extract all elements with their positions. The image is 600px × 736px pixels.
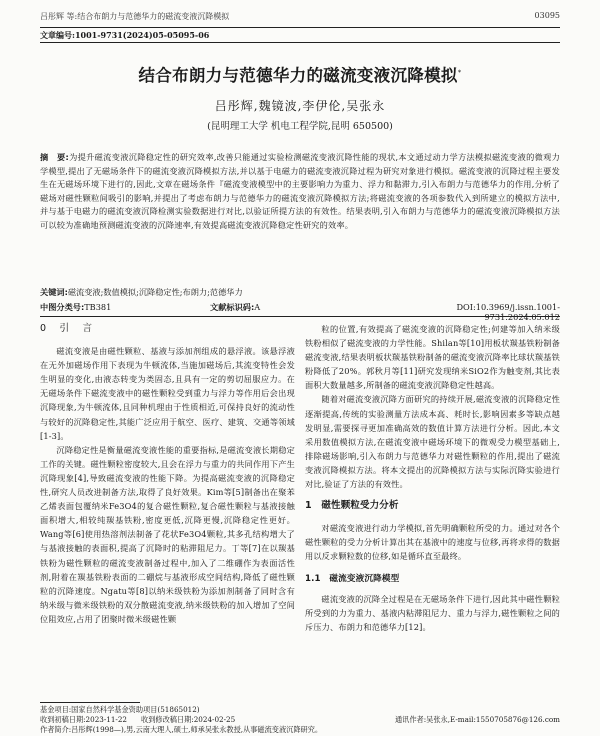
paragraph: 沉降稳定性是衡量磁流变液性能的重要指标,是磁流变液长期稳定工作的关键。磁性颗粒密度较大,且会在浮力与重力的共同作用下产生沉降现象[4],导致磁流变液的性能下降。为提高磁流变液的沉降稳定性,研究人员改进制备方法,取得了良好效果。Kim等[5]制备出在聚苯乙烯表面包覆纳米Fe3O4的复合磁性颗粒,复合磁性颗粒与基液接触面积增大,相较纯羰基铁粉,密度更低,沉降更慢,沉降稳定性更好。Wang等[6]使用热溶剂法制备了花状Fe3O4颗粒,其多孔结构增大了与基液接触的表面积,提高了沉降时的粘滞阻尼力。丁等[7]在以羰基铁粉为磁性颗粒的磁流变液制备过程中,加入了二维硼作为表面活性剂,附着在羰基铁粉表面的二硼烷与基液形成空间结构,降低了磁性颗粒的沉降速度。Ngatu等[8]以纳米级铁粉为添加剂制备了同时含有纳米级与微米级铁粉的双分散磁流变液,纳米级铁粉的加入增加了空间位阻效应,占用了团聚时微米级磁性颗	[40, 444, 295, 624]
article-rule	[40, 42, 560, 43]
keywords-text: 磁流变液;数值模拟;沉降稳定性;布朗力;范德华力	[67, 287, 243, 297]
author-bio: 作者简介:吕彤辉(1998—),男,云南大理人,硕士,师承吴张永教授,从事磁流变液沉降研究。	[40, 725, 323, 734]
article-number: 文章编号:1001-9731(2024)05-05095-06	[40, 30, 210, 40]
dates-row	[40, 715, 560, 725]
clc-value: TB381	[84, 302, 112, 312]
left-column	[40, 322, 295, 626]
right-column	[305, 322, 560, 634]
abstract-text: 为提升磁流变液沉降稳定性的研究效率,改善只能通过实验检测磁流变液沉降性能的现状,本文通过动力学方法模拟磁流变液的微观力学模型,提出了无磁场条件下的磁流变液沉降模拟方法,并以基于电磁力的磁流变液沉降过程为研究对象进行模拟。磁流变液的沉降过程主要发生在无磁场环境下进行的,因此,文章在磁场条件『磁流变液模型中的主要影响力为重力、浮力和黏滞力,引入布朗力与范德华力的作用,分析了磁场对磁性颗粒间吸引的影响,并提出了考虑布朗力与范德华力的磁流变液沉降模拟方法;将磁流变液的各项参数代入到所建立的模拟方法中,并与基于电磁力的磁流变液沉降检测实验数据进行对比,以验证所提方法的有效性。结果表明,引入布朗力与范德华力的磁流变液沉降模拟方法可以较为准确地预测磁流变液的沉降速率,有效提高磁流变液沉降稳定性研究的效率。	[40, 152, 560, 230]
received-date: 收到初稿日期:2023-11-22	[40, 715, 127, 724]
page-title	[0, 62, 600, 86]
revised-date: 收到修改稿日期:2024-02-25	[141, 715, 236, 724]
doc-code-value: A	[254, 302, 261, 312]
affiliation: (昆明理工大学 机电工程学院,昆明 650500)	[207, 121, 393, 132]
running-head	[40, 11, 560, 25]
title-footnote-mark: *	[457, 68, 462, 77]
paragraph: 粒的位置,有效提高了磁流变液的沉降稳定性;何建等加入纳米级铁粉相似了磁流变液的力学性能。Shilan等[10]用板状羰基铁粉制备磁流变液,结果表明板状羰基铁粉制备的磁流变液沉降率比球状羰基铁粉降低了20%。郭秋月等[11]研究发现纳米SiO2作为触变剂,其比表面积大数量越多,所制备的磁流变液沉降稳定性越高。	[305, 324, 560, 391]
abstract-label: 摘 要:	[40, 152, 70, 162]
paragraph: 对磁流变液进行动力学模拟,首先明确颗粒所受的力。通过对各个磁性颗粒的受力分析计算出其在基液中的速度与位移,再将求得的数据用以反求颗粒数的位移,如是循环直至最终。	[305, 523, 560, 562]
section-heading-force-analysis: 1 磁性颗粒受力分析	[305, 500, 399, 512]
authors: 吕彤辉,魏镜波,李伊伦,吴张永	[214, 99, 386, 113]
doi: DOI:10.3969/j.issn.1001-9731.2024.05.012	[456, 302, 560, 322]
header-rule	[40, 27, 560, 28]
subsection-heading: 1.1 磁流变液沉降模型	[305, 573, 400, 584]
paragraph: 磁流变液是由磁性颗粒、基液与添加剂组成的悬浮液。该悬浮液在无外加磁场作用下表现为牛顿流体,当施加磁场后,其流变特性会发生明显的变化,由液态转变为类固态,且具有一定的剪切屈服应力。在无磁场条件下磁流变液中的磁性颗粒受到重力与浮力等作用后会出现沉降现象,为牛顿流体,且同种机理由于性质相近,可保持良好的流动性与较好的沉降稳定性,其能广泛应用于航空、医疗、建筑、交通等领域[1-3]。	[40, 346, 295, 441]
footnote	[40, 705, 560, 735]
paragraph: 磁流变液的沉降全过程是在无磁场条件下进行,因此其中磁性颗粒所受到的力为重力、基液内粘滞阻尼力、重力与浮力,磁性颗粒之间的斥压力、布朗力和范德华力[12]。	[305, 593, 560, 632]
page-number: 03095	[534, 11, 560, 20]
doc-code-label: 文献标识码:	[210, 302, 255, 312]
clc-label: 中图分类号:	[40, 302, 85, 312]
footnote-rule	[40, 702, 140, 703]
paragraph: 随着对磁流变液沉降方面研究的持续开展,磁流变液的沉降稳定性逐渐提高,传统的实验测量方法成本高、耗时长,影响因素多等缺点越发明显,需要探寻更加准确高效的数值计算方法进行分析。因此,本文采用数值模拟方法,在磁流变液中磁场环境下的微观受力模型基础上,排除磁场影响,引入布朗力与范德华力对磁性颗粒的作用,提出了磁流变液沉降模拟方法。将本文提出的沉降模拟方法与实际沉降实验进行对比,验证了方法的有效性。	[305, 394, 560, 490]
keywords-label: 关键词:	[40, 287, 68, 297]
section-heading-introduction: 0 引 言	[40, 323, 95, 334]
title-text: 结合布朗力与范德华力的磁流变液沉降模拟	[138, 66, 458, 85]
abstract	[40, 151, 560, 232]
running-title: 吕彤辉 等:结合布朗力与范德华力的磁流变液沉降模拟	[40, 12, 230, 21]
classification-line	[40, 302, 560, 322]
abstract-bottom-rule	[40, 316, 560, 317]
keywords	[40, 287, 560, 298]
fund-note: 基金项目:国家自然科学基金资助项目(51865012)	[40, 705, 200, 714]
corresponding-author: 通讯作者:吴张永,E-mail:1550705876@126.com	[394, 715, 560, 724]
